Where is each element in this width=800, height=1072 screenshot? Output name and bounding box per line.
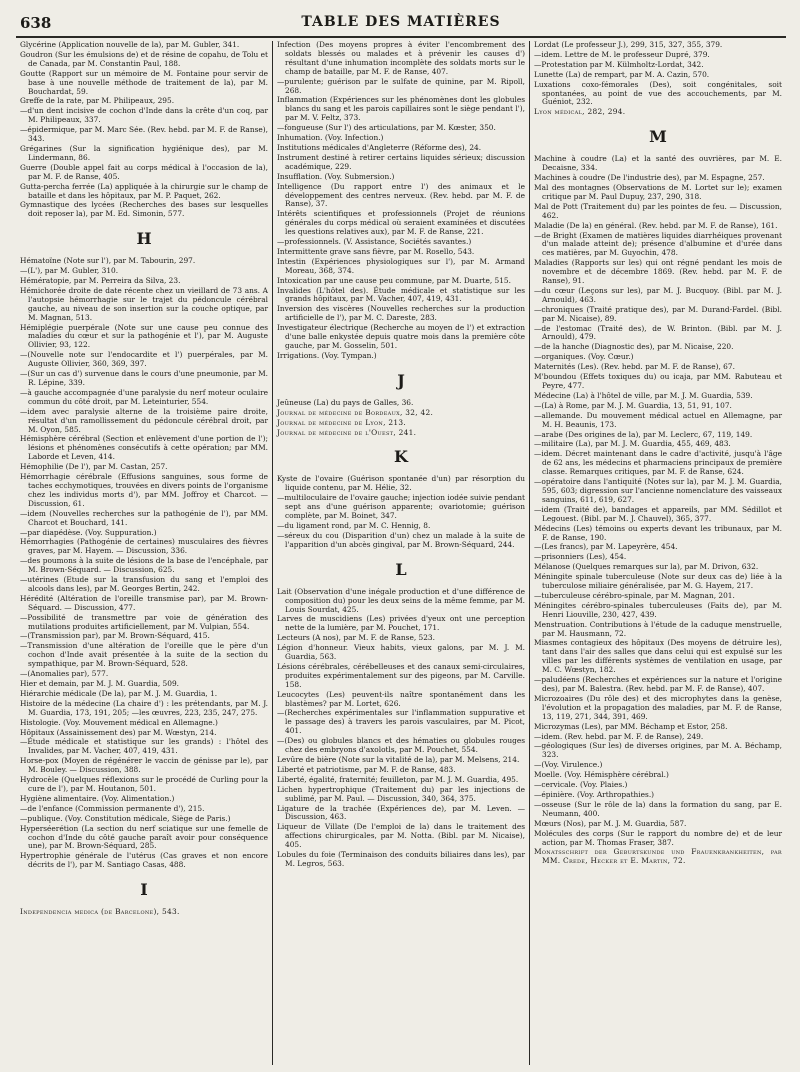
index-entry: Lobules du foie (Terminaison des conduits biliaires dans les), par M. Legros, 563. — [277, 850, 525, 868]
index-entry: Goutte (Rapport sur un mémoire de M. Fontaine pour servir de base à une nouvelle méthode de traitement de la), par M. Bouchardat, 59. — [20, 68, 268, 96]
section-letter: I — [140, 880, 148, 900]
index-entry: Infection (Des moyens propres à éviter l'encombrement des soldats blessés ou malades et à prévenir les causes d') résultant d'une inhumation incomplète des soldats morts sur le champ de bataille, par M. F. de Ranse, 407. — [277, 41, 525, 76]
index-entry: Insufflation. (Voy. Submersion.) — [277, 171, 395, 181]
index-entry: —(Voy. Virulence.) — [534, 760, 603, 770]
index-entry: Institutions médicales d'Angleterre (Réforme des), 24. — [277, 142, 482, 152]
index-entry: —prisonniers (Les), 454. — [534, 552, 627, 562]
index-entry: Molécules des corps (Sur le rapport du nombre de) et de leur action, par M. Thomas Fraser, 387. — [534, 828, 782, 847]
journal-entry: Journal de médecine de Lyon, 213. — [277, 417, 407, 427]
index-entry: Intestin (Expériences physiologiques sur l'), par M. Armand Moreau, 368, 374. — [277, 256, 525, 275]
index-entry: Histoire de la médecine (La chaire d') : les prétendants, par M. J. M. Guardia, 173, 191, 205; —les œuvres, 223, 235, 247, 275. — [20, 698, 268, 717]
index-entry: Hématoïne (Note sur l'), par M. Tabourin, 297. — [20, 256, 196, 266]
index-entry: Hémorrhagies (Pathogénie de certaines) musculaires des fièvres graves, par M. Hayem. — Discussion, 336. — [20, 537, 268, 556]
index-entry: —militaire (La), par M. J. M. Guardia, 455, 469, 483. — [534, 439, 731, 449]
index-entry: Guerre (Double appel fait au corps médical à l'occasion de la), par M. F. de Ranse, 405. — [20, 162, 268, 181]
index-entry: Lecteurs (A nos), par M. F. de Ranse, 523. — [277, 633, 435, 643]
index-entry: —osseuse (Sur le rôle de la) dans la formation du sang, par E. Neumann, 400. — [534, 799, 782, 818]
index-entry: —(Anomalies par), 577. — [20, 669, 109, 679]
index-entry: Intelligence (Du rapport entre l') des animaux et le développement des centres nerveux. (Rev. hebd. par M. F. de Ranse), 37. — [277, 181, 525, 209]
index-entry: —de l'enfance (Commission permanente d'), 215. — [20, 803, 205, 813]
index-entry: Ligature de la trachée (Expériences de), par M. Leven. — Discussion, 463. — [277, 803, 525, 822]
index-entry: —idem. (Rev. hebd. par M. F. de Ranse), 249. — [534, 731, 704, 741]
index-entry: Hier et demain, par M. J. M. Guardia, 509. — [20, 679, 179, 688]
page-header — [16, 10, 786, 38]
page-number: 638 — [20, 14, 52, 32]
index-entry: —chroniques (Traité pratique des), par M. Durand-Fardel. (Bibl. par M. Nicaise), 89. — [534, 304, 782, 323]
index-entry: —(Recherches expérimentales sur l'inflammation suppurative et le passage des) à travers les parois vasculaires, par M. Picot, 401. — [277, 708, 525, 736]
index-entry: Irrigations. (Voy. Tympan.) — [277, 350, 377, 360]
index-entry: —idem (Nouvelles recherches sur la pathogénie de l'), par MM. Charcot et Bouchard, 141. — [20, 508, 268, 527]
index-entry: —paludéens (Recherches et expériences sur la nature et l'origine des), par M. Balestra. (Rev. hebd. par M. F. de Ranse), 407. — [534, 675, 782, 693]
index-entry: —utérines (Etude sur la transfusion du sang et l'emploi des alcools dans les), par M. Georges Bertin, 242. — [20, 575, 268, 593]
index-entry: —des poumons à la suite de lésions de la base de l'encéphale, par M. Brown-Séquard. — Discussion, 625. — [20, 556, 268, 575]
index-entry: Liqueur de Villate (De l'emploi de la) dans le traitement des affections chirurgicales, par M. Notta. (Bibl. par M. Nicaise), 405. — [277, 822, 525, 850]
index-entry: —allemande. Du mouvement médical actuel en Allemagne, par M. H. Beaunis, 173. — [534, 410, 782, 429]
index-entry: —fongueuse (Sur l') des articulations, par M. Kœster, 350. — [277, 123, 496, 133]
index-entry: Horse-pox (Moyen de régénérer le vaccin de génisse par le), par M. Bouley. — Discussion, 388. — [20, 756, 268, 775]
index-entry: Mal des montagnes (Observations de M. Lortet sur le); examen critique par M. Paul Dupuy, 237, 290, 318. — [534, 182, 782, 201]
index-entry: —cervicale. (Voy. Plaies.) — [534, 780, 628, 790]
index-entry: —(Des) ou globules blancs et des hématies ou globules rouges chez des embryons d'axolotls, par M. Pouchet, 554. — [277, 736, 525, 755]
index-entry: —géologiques (Sur les) de diverses origines, par M. A. Béchamp, 323. — [534, 741, 782, 760]
index-entry: Histologie. (Voy. Mouvement médical en Allemagne.) — [20, 717, 218, 727]
index-entry: Instrument destiné à retirer certains liquides sérieux; discussion académique, 229. — [277, 152, 525, 171]
journal-entry: Independencia medica (de Barcelone), 543. — [20, 907, 180, 917]
index-entry: —organiques. (Voy. Cœur.) — [534, 352, 634, 362]
index-entry: —arabe (Des origines de la), par M. Leclerc, 67, 119, 149. — [534, 429, 753, 439]
index-entry: —purulente; guérison par le sulfate de quinine, par M. Ripoll, 268. — [277, 76, 525, 95]
index-entry: —publique. (Voy. Constitution médicale, Siège de Paris.) — [20, 813, 231, 823]
index-entry: —à gauche accompagnée d'une paralysie du nerf moteur oculaire commun du côté droit, par M. Leteinturier, 554. — [20, 387, 268, 406]
index-entry: Microzymas (Les), par MM. Béchamp et Estor, 258. — [534, 721, 728, 731]
index-entry: Hémophilie (De l'), par M. Castan, 257. — [20, 462, 168, 472]
index-entry: Moelle. (Voy. Hémisphère cérébral.) — [534, 770, 669, 780]
index-entry: —de Bright (Examen de matières liquides diarrhéiques provenant d'un malade atteint de); présence d'albumine et d'urée dans ces matières, par M. Guyochin, 478. — [534, 230, 782, 258]
index-entry: —tuberculeuse cérébro-spinale, par M. Magnan, 201. — [534, 590, 735, 600]
index-entry: Lichen hypertrophique (Traitement du) par les injections de sublimé, par M. Paul. — Discussion, 340, 364, 375. — [277, 784, 525, 803]
index-entry: Levûre de bière (Note sur la vitalité de la), par M. Melsens, 214. — [277, 755, 520, 764]
index-entry: Glycérine (Application nouvelle de la), par M. Gubler, 341. — [20, 41, 240, 49]
index-entry: —Protestation par M. Külmholtz-Lordat, 342. — [534, 59, 704, 69]
journal-entry: Lyon médical, 282, 294. — [534, 107, 626, 117]
index-entry: Hiérarchie médicale (De la), par M. J. M. Guardia, 1. — [20, 688, 218, 698]
index-entry: Légion d'honneur. Vieux habits, vieux galons, par M. J. M. Guardia, 563. — [277, 643, 525, 662]
index-entry: —professionnels. (V. Assistance, Sociétés savantes.) — [277, 237, 472, 247]
index-entry: —Étude médicale et statistique sur les grands) : l'hôtel des Invalides, par M. Vacher, 407, 419, 431. — [20, 737, 268, 756]
journal-entry: Journal de médecine de Bordeaux, 32, 42. — [277, 407, 434, 417]
index-entry: Maternités (Les). (Rev. hebd. par M. F. de Ranse), 67. — [534, 362, 735, 372]
index-entry: Liberté, égalité, fraternité; feuilleton, par M. J. M. Guardia, 495. — [277, 774, 519, 784]
index-entry: —idem (Traité de), bandages et appareils, par MM. Sédillot et Legouest. (Bibl. par M. J. Chauvel), 365, 377. — [534, 504, 782, 523]
index-entry: Intérêts scientifiques et professionnels (Projet de réunions générales du corps médical où seraient examinées et discutées les questions relatives aux), par M. F. de Ranse, 221. — [277, 209, 525, 237]
section-letter: J — [397, 370, 405, 390]
index-entry: Gymnastique des lycées (Recherches des bases sur lesquelles doit reposer la), par M. Ed. Simonin, 577. — [20, 200, 268, 219]
journal-entry: Monatsschrift der Geburtskunde und Frauenkrankheiten, par MM. Crede, Hecker et E. Martin, 72. — [534, 847, 782, 866]
index-entry: Machines à coudre (De l'industrie des), par M. Espagne, 257. — [534, 173, 765, 183]
index-entry: —(Les francs), par M. Lapeyrère, 454. — [534, 542, 678, 552]
index-entry: —(Nouvelle note sur l'endocardite et l') puerpérales, par M. Auguste Ollivier, 360, 369, 397. — [20, 350, 268, 369]
index-entry: —idem avec paralysie alterne de la troisième paire droite, résultat d'un ramollissement du pédoncule cérébral droit, par M. Oyon, 585. — [20, 406, 268, 434]
index-entry: Médecins (Les) témoins ou experts devant les tribunaux, par M. F. de Ranse, 190. — [534, 523, 782, 542]
index-entry: Inhumation. (Voy. Infection.) — [277, 133, 384, 143]
index-entry: Goudron (Sur les émulsions de) et de résine de copahu, de Tolu et de Canada, par M. Constantin Paul, 188. — [20, 49, 268, 68]
section-letter: L — [395, 559, 407, 579]
index-entry: Médecine (La) à l'hôtel de ville, par M. J. M. Guardia, 539. — [534, 390, 753, 400]
index-column-2 — [272, 41, 529, 1065]
index-entry: Hydrocèle (Quelques réflexions sur le procédé de Curling pour la cure de l'), par M. Houtanon, 501. — [20, 775, 268, 793]
index-entry: —du cœur (Leçons sur les), par M. J. Bucquoy. (Bibl. par M. J. Arnould), 463. — [534, 285, 782, 304]
index-entry: Machine à coudre (La) et la santé des ouvrières, par M. E. Decaisne, 334. — [534, 154, 782, 173]
index-entry: Hémichorée droite de date récente chez un vieillard de 73 ans. A l'autopsie hémorrhagie sur le trajet du pédoncule cérébral gauche, au niveau de son insertion sur la couche optique, par M. Magnan, 513. — [20, 285, 268, 322]
index-entry: —Transmission d'une altération de l'oreille que le père d'un cochon d'Inde avait présentée à la suite de la section du sympathique, par M. Brown-Séquard, 528. — [20, 641, 268, 669]
index-entry: Invalides (L'hôtel des). Étude médicale et statistique sur les grands hôpitaux, par M. Vacher, 407, 419, 431. — [277, 285, 525, 304]
index-entry: Liberté et patriotisme, par M. F. de Ranse, 483. — [277, 764, 456, 774]
section-letter: H — [136, 229, 152, 249]
index-entry: Miasmes contagieux des hôpitaux (Des moyens de détruire les), tant dans l'air des salles que dans celui qui est expulsé sur les villes par les différents systèmes de ventilation en usage, par M. C. Wœstyn, 182. — [534, 638, 782, 675]
index-entry: Mal de Pott (Traitement du) par les pointes de feu. — Discussion, 462. — [534, 201, 782, 220]
index-entry: Lésions cérébrales, cérébelleuses et des canaux semi-circulaires, produites expérimentalement sur des pigeons, par M. Carville. 158. — [277, 661, 525, 689]
index-entry: —par diapédèse. (Voy. Suppuration.) — [20, 527, 157, 537]
index-entry: M'boundou (Effets toxiques du) ou icaja, par MM. Rabuteau et Peyre, 477. — [534, 372, 782, 390]
index-entry: Mœurs (Nos), par M. J. M. Guardia, 587. — [534, 818, 687, 828]
index-entry: Investigateur électrique (Recherche au moyen de l') et extraction d'une balle enkystée depuis quatre mois dans la première côte gauche, par M. Gosselin, 501. — [277, 323, 525, 350]
index-column-1 — [16, 41, 272, 1065]
index-entry: Hémorrhagie cérébrale (Effusions sanguines, sous forme de taches ecchymotiques, trouvées en divers points de l'organisme chez les individus morts d'), par MM. Joffroy et Charcot. — Discussion, 61. — [20, 472, 268, 508]
index-entry: —séreux du cou (Disparition d'un) chez un malade à la suite de l'apparition d'un abcès gingival, par M. Brown-Séquard, 244. — [277, 530, 525, 549]
index-entry: Hémératopie, par M. Perreira da Silva, 23. — [20, 276, 181, 286]
index-entry: Lait (Observation d'une inégale production et d'une différence de composition du) pour les deux seins de la même femme, par M. Louis Sourdat, 425. — [277, 586, 525, 614]
journal-entry: Journal de médecine de l'Ouest, 241. — [277, 427, 417, 437]
index-columns — [16, 41, 786, 1065]
section-letter: M — [649, 127, 667, 147]
index-entry: Microzoaires (Du rôle des) et des microphytes dans la genèse, l'évolution et la propagation des maladies, par M. F. de Ranse, 13, 119, 271, 344, 391, 469. — [534, 693, 782, 721]
index-entry: Hémisphère cérébral (Section et enlèvement d'une portion de l'); lésions et phénomènes consécutifs à cette opération; par MM. Laborde et Leven, 414. — [20, 434, 268, 462]
index-entry: Leucocytes (Les) peuvent-ils naître spontanément dans les blastèmes? par M. Lortet, 626. — [277, 689, 525, 708]
index-entry: Kyste de l'ovaire (Guérison spontanée d'un) par résorption du liquide contenu, par M. Hélie, 32. — [277, 474, 525, 493]
index-entry: —de l'estomac (Traité des), de W. Brinton. (Bibl. par M. J. Arnould), 479. — [534, 323, 782, 342]
index-entry: —multiloculaire de l'ovaire gauche; injection iodée suivie pendant sept ans d'une guérison apparente; ovariotomie; guérison complète, par M. Boinet, 347. — [277, 493, 525, 521]
index-entry: Luxations coxo-fémorales (Des), soit congénitales, soit spontanées, au point de vue des accouchements, par M. Guéniot, 232. — [534, 79, 782, 107]
index-entry: Hémiplégie puerpérale (Note sur une cause peu connue des maladies du cœur et sur la pathogénie et l'), par M. Auguste Ollivier, 93, 122. — [20, 322, 268, 350]
index-entry: Hygiène alimentaire. (Voy. Alimentation.) — [20, 793, 175, 803]
index-entry: Hypertrophie générale de l'utérus (Cas graves et non encore décrits de l'), par M. Santiago Casas, 488. — [20, 851, 268, 870]
index-entry: Inversion des viscères (Nouvelles recherches sur la production artificielle de l'), par M. C. Dareste, 283. — [277, 304, 525, 323]
index-entry: Hérédité (Altération de l'oreille transmise par), par M. Brown-Séquard. — Discussion, 477. — [20, 593, 268, 612]
index-entry: —Possibilité de transmettre par voie de génération des mutilations produites artificiellement, par M. Vulpian, 554. — [20, 612, 268, 631]
index-entry: —de la hanche (Diagnostic des), par M. Nicaise, 220. — [534, 342, 734, 352]
index-entry: Lordat (Le professeur J.), 299, 315, 327, 355, 379. — [534, 41, 723, 49]
index-entry: —du ligament rond, par M. C. Hennig, 8. — [277, 520, 431, 530]
index-entry: Méningites cérébro-spinales tuberculeuses (Faits de), par M. Henri Liouville, 230, 427, 439. — [534, 600, 782, 619]
index-entry: —épinière. (Voy. Arthropathies.) — [534, 789, 655, 799]
index-entry: —(Sur un cas d') survenue dans le cours d'une pneumonie, par M. R. Lépine, 339. — [20, 369, 268, 387]
index-entry: Hyperséerétion (La section du nerf sciatique sur une femelle de cochon d'Inde du côté gauche paraît avoir pour conséquence une), par M. Brown-Séquard, 285. — [20, 823, 268, 851]
index-entry: Hôpitaux (Assainissement des) par M. Wœstyn, 214. — [20, 727, 217, 737]
index-entry: —idem. Lettre de M. le professeur Dupré, 379. — [534, 49, 710, 59]
index-entry: Gutta-percha ferrée (La) appliquée à la chirurgie sur le champ de bataille et dans les hôpitaux, par M. P. Paquet, 262. — [20, 181, 268, 200]
index-entry: Maladies (Rapports sur les) qui ont régné pendant les mois de novembre et de décembre 1869. (Rev. hebd. par M. F. de Ranse), 91. — [534, 258, 782, 286]
index-column-3 — [529, 41, 786, 1065]
index-entry: —opératoire dans l'antiquité (Notes sur la), par M. J. M. Guardia, 595, 603; digression sur l'ancienne nomenclature des vaisseaux sanguins, 611, 619, 627. — [534, 477, 782, 504]
index-entry: Inflammation (Expériences sur les phénomènes dont les globules blancs du sang et les parois capillaires sont le siège pendant l'), par M. V. Feltz, 373. — [277, 95, 525, 123]
index-entry: Intoxication par une cause peu commune, par M. Duarte, 515. — [277, 275, 511, 285]
index-entry: Menstruation. Contributions à l'étude de la caduque menstruelle, par M. Hausmann, 72. — [534, 619, 782, 638]
running-head: TABLE DES MATIÈRES — [301, 14, 501, 30]
index-entry: —(La) à Rome, par M. J. M. Guardia, 13, 51, 91, 107. — [534, 400, 732, 410]
section-letter: K — [394, 447, 408, 467]
index-entry: Greffe de la rate, par M. Philipeaux, 295. — [20, 96, 175, 106]
index-entry: —idem. Décret maintenant dans le cadre d'activité, jusqu'à l'âge de 62 ans, les médecins et pharmaciens principaux de première classe. Remarques critiques, par M. F. de Ranse, 624. — [534, 449, 783, 477]
index-entry: Larves de muscidiens (Les) privées d'yeux ont une perception nette de la lumière, par M. Pouchet, 171. — [277, 614, 525, 633]
index-entry: Intermittente grave sans fièvre, par M. Rosello, 543. — [277, 246, 475, 256]
index-entry: Jeûneuse (La) du pays de Galles, 36. — [277, 397, 414, 407]
index-entry: —épidermique, par M. Marc Sée. (Rev. hebd. par M. F. de Ranse), 343. — [20, 125, 268, 144]
index-entry: Mélanose (Quelques remarques sur la), par M. Drivon, 632. — [534, 562, 759, 572]
index-entry: Méningite spinale tuberculeuse (Note sur deux cas de) liée à la tuberculose miliaire généralisée, par M. G. Hayem, 217. — [534, 572, 782, 591]
index-entry: —(L'), par M. Gubler, 310. — [20, 266, 119, 276]
index-entry: —d'un dent incisive de cochon d'Inde dans la crête d'un coq, par M. Philipeaux, 337. — [20, 106, 268, 125]
index-entry: Lunette (La) de rempart, par M. A. Cazin, 570. — [534, 69, 710, 79]
index-entry: Grégarines (Sur la signification hygiénique des), par M. Lindermann, 86. — [20, 143, 268, 162]
index-entry: Maladie (De la) en général. (Rev. hebd. par M. F. de Ranse), 161. — [534, 220, 778, 230]
index-entry: —(Transmission par), par M. Brown-Séquard, 415. — [20, 631, 210, 641]
